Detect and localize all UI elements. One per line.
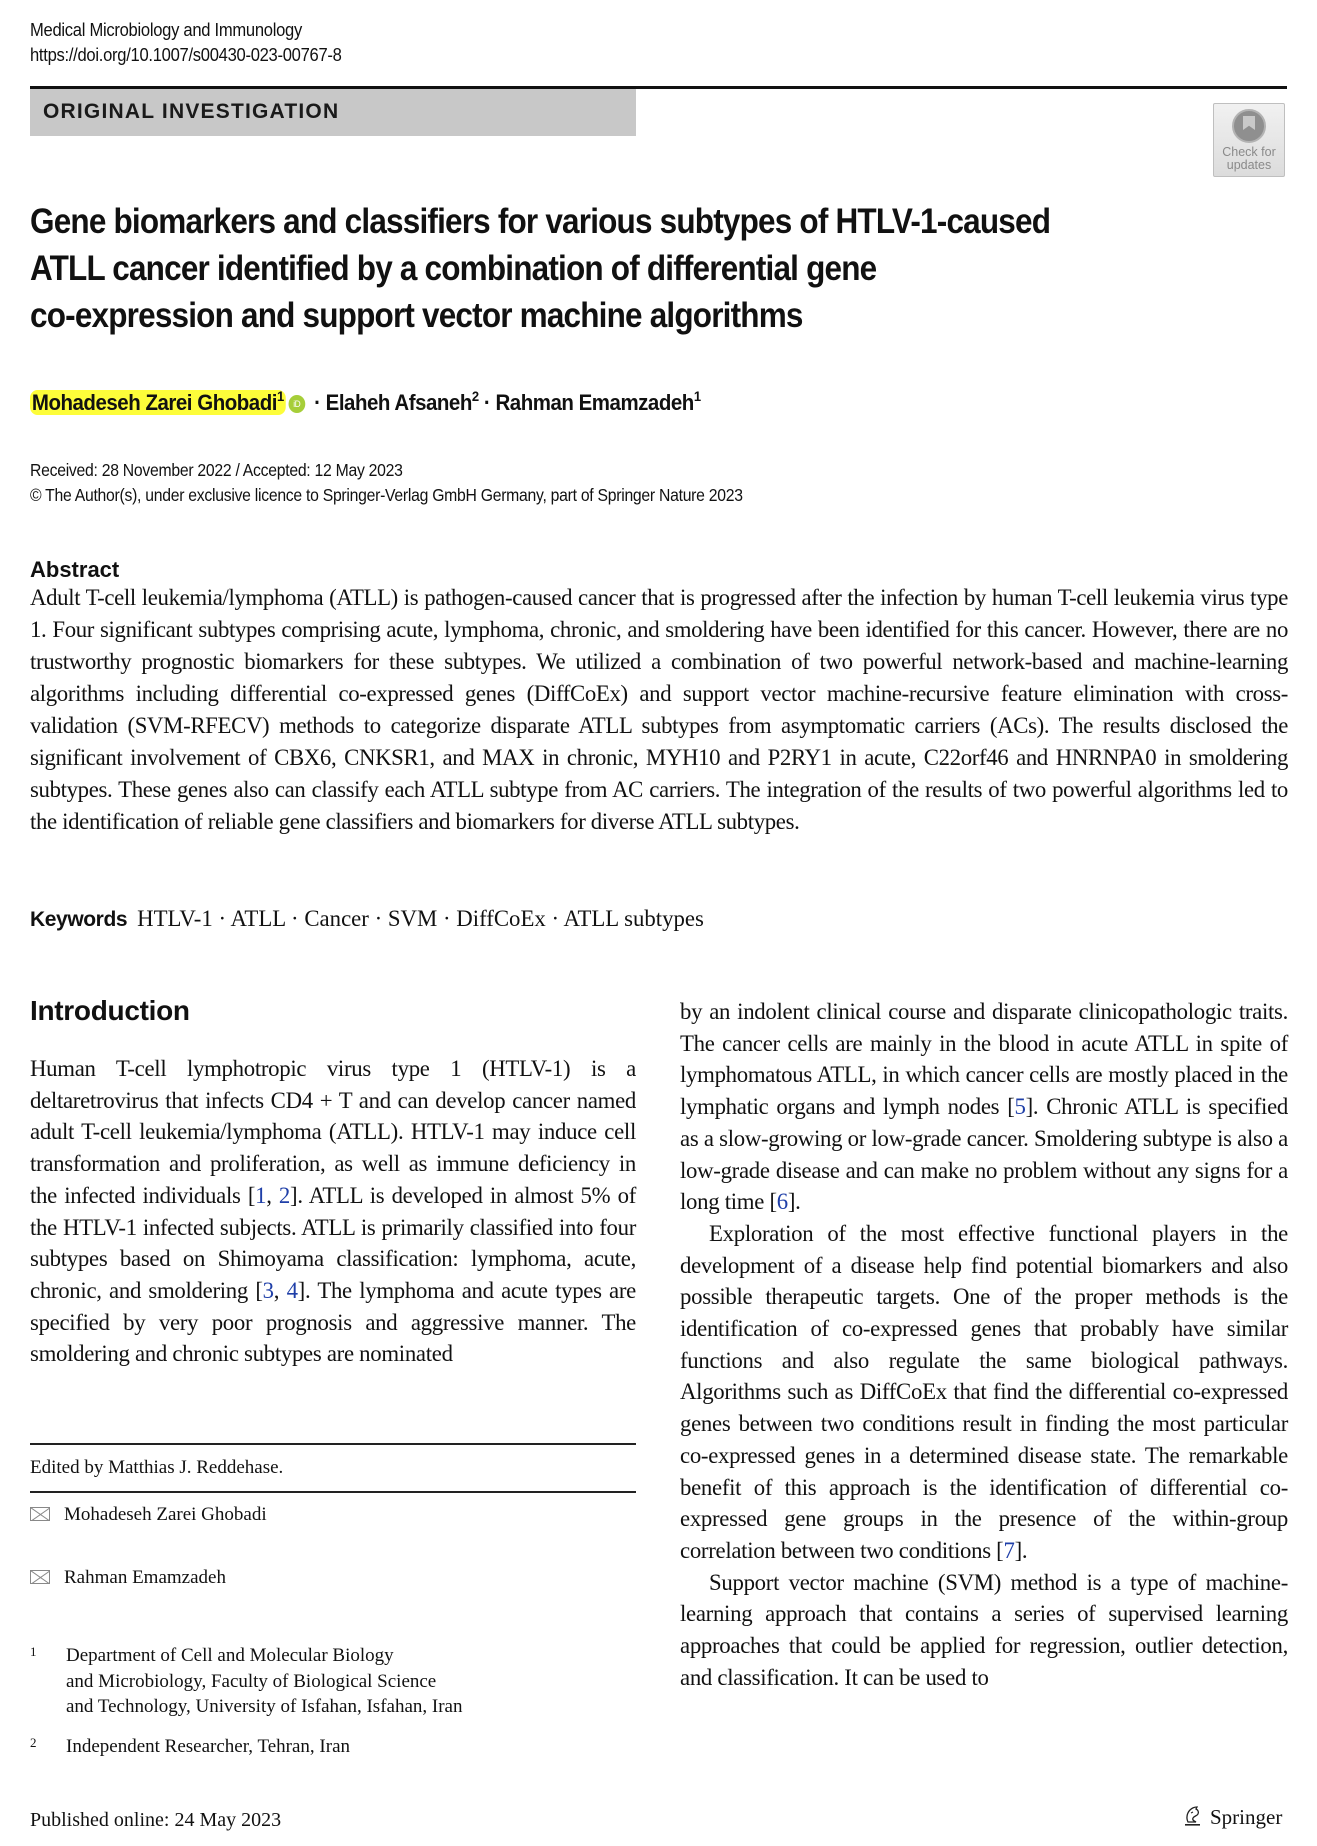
affiliation-text: Department of Cell and Molecular Biology and Microbiology, Faculty of Biological Science and Technology, University of Isfahan, Isfahan, Iran [66,1645,463,1717]
author-highlighted[interactable] [30,390,286,415]
footnote-rule [30,1443,636,1445]
keywords [30,904,704,935]
author-list [30,381,701,418]
affiliation [30,1734,630,1764]
citation-link[interactable]: 5 [1014,1094,1026,1120]
citation-link[interactable]: 4 [286,1277,298,1303]
abstract-heading: Abstract [30,557,120,582]
affiliation-marker: 1 [693,388,701,404]
copyright-notice: © The Author(s), under exclusive licence to Springer-Verlag GmbH Germany, part of Springer Nature 2023 [30,485,743,505]
author-separator: · [308,390,326,415]
affiliation-text: Independent Researcher, Tehran, Iran [66,1736,350,1757]
intro-left-column [30,1053,636,1370]
title-line: Gene biomarkers and classifiers for various subtypes of HTLV-1-caused [30,202,1051,241]
journal-name: Medical Microbiology and Immunology [30,20,303,40]
citation-link[interactable]: 2 [278,1182,291,1208]
orcid-icon[interactable]: iD [288,395,305,413]
intro-right-column [680,996,1288,1693]
affiliation [30,1643,630,1723]
title-line: co-expression and support vector machine algorithms [30,296,803,335]
author-name[interactable]: Rahman Emamzadeh [495,390,694,415]
corresponding-author-name: Mohadeseh Zarei Ghobadi [64,1504,267,1525]
edited-by: Edited by Matthias J. Reddehase. [30,1457,284,1478]
introduction-heading: Introduction [30,995,190,1026]
check-for-updates-icon [1232,109,1266,143]
envelope-icon[interactable] [30,1570,50,1584]
keywords-list: HTLV-1 · ATLL · Cancer · SVM · DiffCoEx · ATLL subtypes [137,906,704,931]
doi-link[interactable]: https://doi.org/10.1007/s00430-023-00767-8 [30,45,342,65]
citation-link[interactable]: 7 [1003,1537,1015,1563]
check-for-updates-button[interactable] [1213,103,1285,177]
author-name: Mohadeseh Zarei Ghobadi [31,390,277,415]
citation-link[interactable]: 1 [255,1182,267,1208]
footnote-rule [30,1491,636,1493]
intro-paragraph: Human T-cell lymphotropic virus type 1 (HTLV-1) is a deltaretrovirus that infects CD4 + T and can develop cancer named adult T-cell leukemia/lymphoma (ATLL). HTLV-1 may induce cell transformation and proliferation, as well as immune deficiency in the infected individuals [1, 2]. ATLL is developed in almost 5% of the HTLV-1 infected subjects. ATLL is primarily classified into four subtypes based on Shimoyama classification: lymphoma, acute, chronic, and smoldering [3, 4]. The lymphoma and acute types are specified by very poor prognosis and aggressive manner. The smoldering and chronic subtypes are nominated [30,1056,636,1367]
affiliation-marker: 2 [471,388,479,404]
publisher-logo [1182,1804,1282,1830]
article-dates [30,458,743,508]
corresponding-author-name: Rahman Emamzadeh [64,1567,226,1588]
article-type-band [30,89,636,136]
affiliation-number: 1 [30,1644,37,1659]
citation-link[interactable]: 3 [262,1277,274,1303]
intro-paragraph: Support vector machine (SVM) method is a type of machine-learning approach that contains a series of supervised learning approaches that could be applied for regression, outlier detection, and classification. It can be used to [680,1569,1288,1690]
article-title [30,198,1110,339]
author-name[interactable]: Elaheh Afsaneh [325,390,472,415]
intro-paragraph: Exploration of the most effective functional players in the development of a disease help find potential biomarkers and also possible therapeutic targets. One of the proper methods is the identification of co-expressed genes that probably have similar functions and also regulate the same biological pathways. Algorithms such as DiffCoEx that find the differential co-expressed genes between two conditions result in finding the most particular co-expressed genes in a determined disease state. The remarkable benefit of this approach is the identification of differential co-expressed gene groups in the presence of the within-group correlation between two conditions [7]. [680,1220,1288,1563]
author-separator: · [478,390,496,415]
keywords-label: Keywords [30,908,128,931]
corresponding-author[interactable] [30,1502,267,1528]
citation-link[interactable]: 6 [776,1189,788,1215]
published-date: Published online: 24 May 2023 [30,1809,282,1831]
abstract-text: Adult T-cell leukemia/lymphoma (ATLL) is pathogen-caused cancer that is progressed after the infection by human T-cell leukemia virus type 1. Four significant subtypes comprising acute, lymphoma, chronic, and smoldering have been identified for this cancer. However, there are no trustworthy prognostic biomarkers for these subtypes. We utilized a combination of two powerful network-based and machine-learning algorithms including differential co-expressed genes (DiffCoEx) and support vector machine-recursive feature elimination with cross-validation (SVM-RFECV) methods to categorize disparate ATLL subtypes from asymptomatic carriers (ACs). The results disclosed the significant involvement of CBX6, CNKSR1, and MAX in chronic, MYH10 and P2RY1 in acute, C22orf46 and HNRNPA0 in smoldering subtypes. These genes also can classify each ATLL subtype from AC carriers. The integration of the results of two powerful algorithms led to the identification of reliable gene classifiers and biomarkers for diverse ATLL subtypes. [30,585,1288,834]
check-for-updates-label: Check for updates [1222,145,1276,172]
received-accepted: Received: 28 November 2022 / Accepted: 12 May 2023 [30,460,403,480]
envelope-icon[interactable] [30,1507,50,1521]
springer-horse-icon [1182,1804,1204,1828]
article-type-label: ORIGINAL INVESTIGATION [43,100,340,123]
affiliation-marker: 1 [276,388,284,404]
corresponding-author[interactable] [30,1565,226,1591]
intro-paragraph: by an indolent clinical course and disparate clinicopathologic traits. The cancer cells are mainly in the blood in acute ATLL in spite of lymphomatous ATLL, in which cancer cells are mostly placed in the lymphatic organs and lymph nodes [5]. Chronic ATLL is specified as a slow-growing or low-grade cancer. Smoldering subtype is also a low-grade disease and can make no problem without any signs for a long time [6]. [680,999,1289,1215]
affiliation-number: 2 [30,1735,37,1750]
title-line: ATLL cancer identified by a combination of differential gene [30,249,877,288]
publisher-name: Springer [1210,1805,1283,1829]
